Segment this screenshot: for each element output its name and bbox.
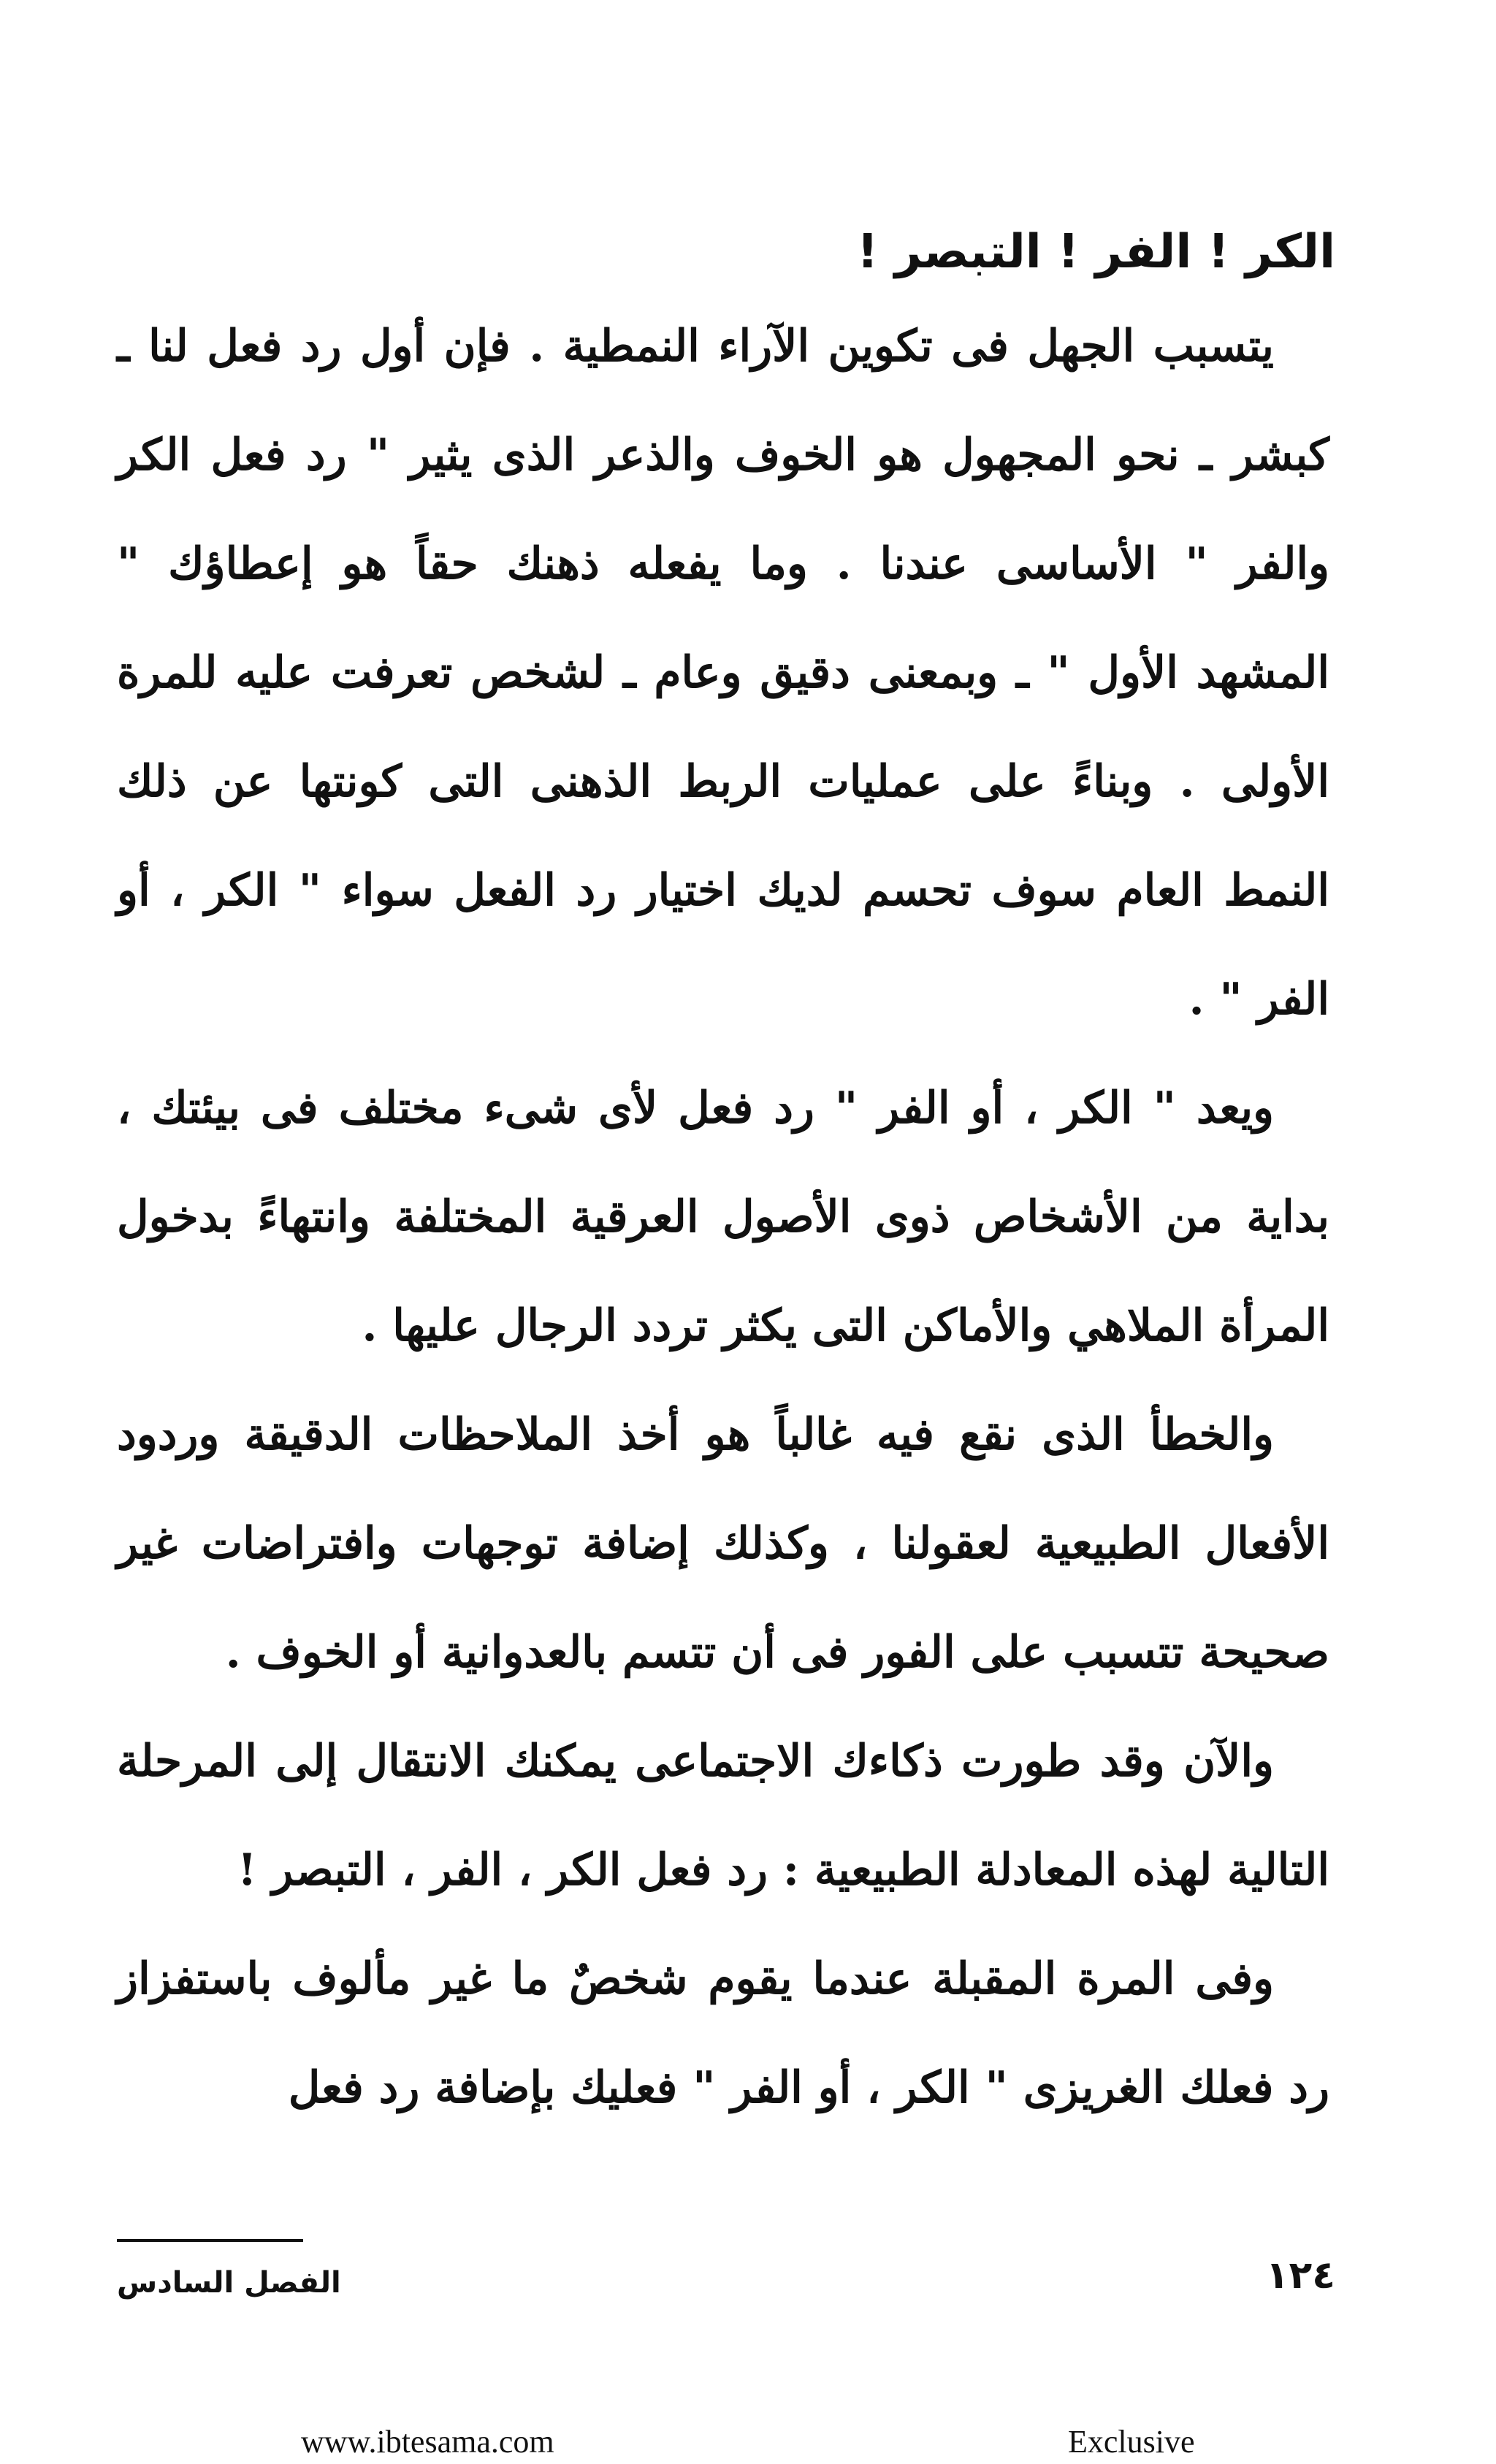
paragraph-2: ويعد " الكر ، أو الفر " رد فعل لأى شىء مختلف فى بيئتك ، بداية من الأشخاص ذوى الأصول العرقية المختلفة وانتهاءً بدخول المرأة الملاهي والأماكن التى يكثر تردد الرجال عليها . (117, 1083, 1329, 1351)
page-number: ١٢٤ (1265, 2254, 1335, 2297)
paragraph-3: والخطأ الذى نقع فيه غالباً هو أخذ الملاحظات الدقيقة وردود الأفعال الطبيعية لعقولنا ، وكذلك إضافة توجهات وافتراضات غير صحيحة تتسبب على الفور فى أن تتسم بالعدوانية أو الخوف . (117, 1409, 1329, 1678)
paragraph-1: يتسبب الجهل فى تكوين الآراء النمطية . فإن أول رد فعل لنا ـ كبشر ـ نحو المجهول هو الخوف والذعر الذى يثير " رد فعل الكر والفر " الأساسى عندنا . وما يفعله ذهنك حقاً هو إعطاؤك " المشهد الأول " ـ وبمعنى دقيق وعام ـ لشخص تعرفت عليه للمرة الأولى . وبناءً على عمليات الربط الذهنى التى كونتها عن ذلك النمط العام سوف تحسم لديك اختيار رد الفعل سواء " الكر ، أو الفر " . (117, 321, 1329, 1025)
paragraph-4: والآن وقد طورت ذكاءك الاجتماعى يمكنك الانتقال إلى المرحلة التالية لهذه المعادلة الطبيعية : رد فعل الكر ، الفر ، التبصر ! (117, 1736, 1329, 1896)
body-text (117, 292, 1329, 2143)
chapter-label: الفصل السادس (117, 2266, 341, 2300)
watermark-url: www.ibtesama.com (301, 2424, 554, 2460)
section-heading: الكر ! الفر ! التبصر ! (857, 225, 1335, 279)
watermark-exclusive: Exclusive (1068, 2424, 1195, 2460)
footer-rule (117, 2239, 303, 2242)
paragraph-5: وفى المرة المقبلة عندما يقوم شخصٌ ما غير مألوف باستفزاز رد فعلك الغريزى " الكر ، أو الفر " فعليك بإضافة رد فعل (117, 1953, 1329, 2113)
